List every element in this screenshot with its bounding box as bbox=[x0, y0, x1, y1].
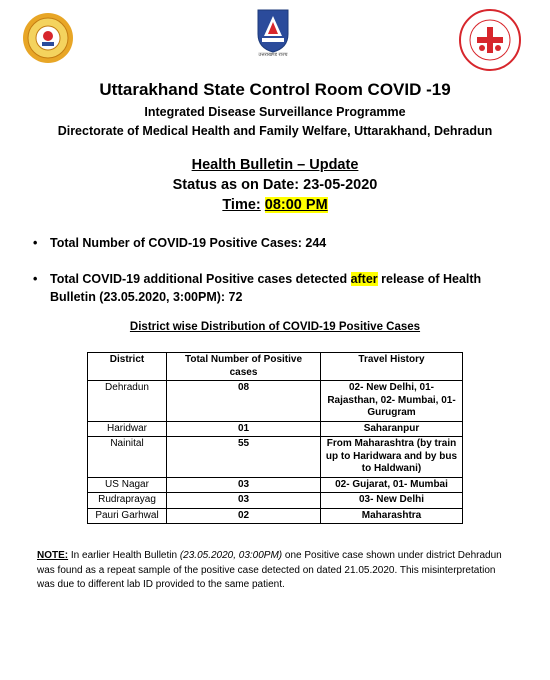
additional-cases-bullet bbox=[33, 270, 510, 306]
cell-travel: 02- New Delhi, 01- Rajasthan, 02- Mumbai, 01- Gurugram bbox=[321, 381, 463, 422]
cell-travel: Maharashtra bbox=[321, 508, 463, 524]
header-district: District bbox=[88, 353, 167, 381]
table-row bbox=[88, 381, 463, 422]
directorate-name: Directorate of Medical Health and Family Welfare, Uttarakhand, Dehradun bbox=[57, 124, 493, 138]
table-row bbox=[88, 508, 463, 524]
table-row bbox=[88, 477, 463, 493]
national-health-mission-logo bbox=[458, 8, 522, 72]
additional-cases-suffix: release of Health Bulletin (23.05.2020, 3:00PM): 72 bbox=[50, 272, 482, 304]
table-header-row bbox=[88, 353, 463, 381]
bulletin-title bbox=[0, 157, 550, 173]
cell-travel: From Maharashtra (by train up to Haridwara and by bus to Haldwani) bbox=[321, 437, 463, 478]
programme-name: Integrated Disease Surveillance Programme bbox=[144, 105, 406, 119]
status-date: Status as on Date: 23-05-2020 bbox=[172, 177, 378, 193]
additional-cases-prefix: Total COVID-19 additional Positive cases detected bbox=[50, 272, 351, 286]
district-cases-table bbox=[87, 352, 463, 524]
table-title: District wise Distribution of COVID-19 Positive Cases bbox=[129, 321, 421, 333]
cell-travel: 02- Gujarat, 01- Mumbai bbox=[321, 477, 463, 493]
time-label: Time: bbox=[222, 197, 261, 213]
bullet-dot: • bbox=[33, 236, 38, 250]
cell-cases: 01 bbox=[167, 421, 321, 437]
cell-travel: Saharanpur bbox=[321, 421, 463, 437]
uttarakhand-government-logo bbox=[248, 6, 298, 54]
table-row bbox=[88, 437, 463, 478]
cell-district: US Nagar bbox=[88, 477, 167, 493]
cell-travel: 03- New Delhi bbox=[321, 493, 463, 509]
additional-cases-highlight: after bbox=[350, 272, 378, 286]
cell-cases: 03 bbox=[167, 477, 321, 493]
cell-cases: 55 bbox=[167, 437, 321, 478]
cell-cases: 03 bbox=[167, 493, 321, 509]
cell-district: Nainital bbox=[88, 437, 167, 478]
header-travel: Travel History bbox=[321, 353, 463, 381]
bullet-dot: • bbox=[33, 272, 38, 286]
note-text-italic: (23.05.2020, 03:00PM) bbox=[179, 550, 283, 561]
time-value: 08:00 PM bbox=[264, 197, 328, 213]
state-emblem-logo bbox=[22, 12, 74, 64]
cell-district: Rudraprayag bbox=[88, 493, 167, 509]
total-cases-bullet bbox=[33, 234, 510, 252]
table-row bbox=[88, 421, 463, 437]
cell-district: Haridwar bbox=[88, 421, 167, 437]
total-cases-text: Total Number of COVID-19 Positive Cases: 244 bbox=[50, 236, 327, 250]
page-title: Uttarakhand State Control Room COVID -19 bbox=[99, 80, 451, 99]
bulletin-title-text: Health Bulletin – Update bbox=[191, 157, 359, 173]
cell-district: Pauri Garhwal bbox=[88, 508, 167, 524]
cell-cases: 08 bbox=[167, 381, 321, 422]
logo-caption: उत्तराखण्ड राज्य bbox=[258, 52, 288, 58]
table-row bbox=[88, 493, 463, 509]
note-text-b: one Positive case shown under district Dehradun was found as a repeat sample of the positive case detected on dated 21.05.2020. This misinterpretation was due to different lab ID provided to the same patient. bbox=[37, 550, 502, 590]
note-label: NOTE: bbox=[37, 550, 69, 561]
bulletin-time bbox=[0, 197, 550, 213]
correction-note bbox=[37, 549, 515, 593]
cell-cases: 02 bbox=[167, 508, 321, 524]
header-cases: Total Number of Positive cases bbox=[167, 353, 321, 381]
note-text-a: In earlier Health Bulletin bbox=[68, 550, 180, 561]
cell-district: Dehradun bbox=[88, 381, 167, 422]
